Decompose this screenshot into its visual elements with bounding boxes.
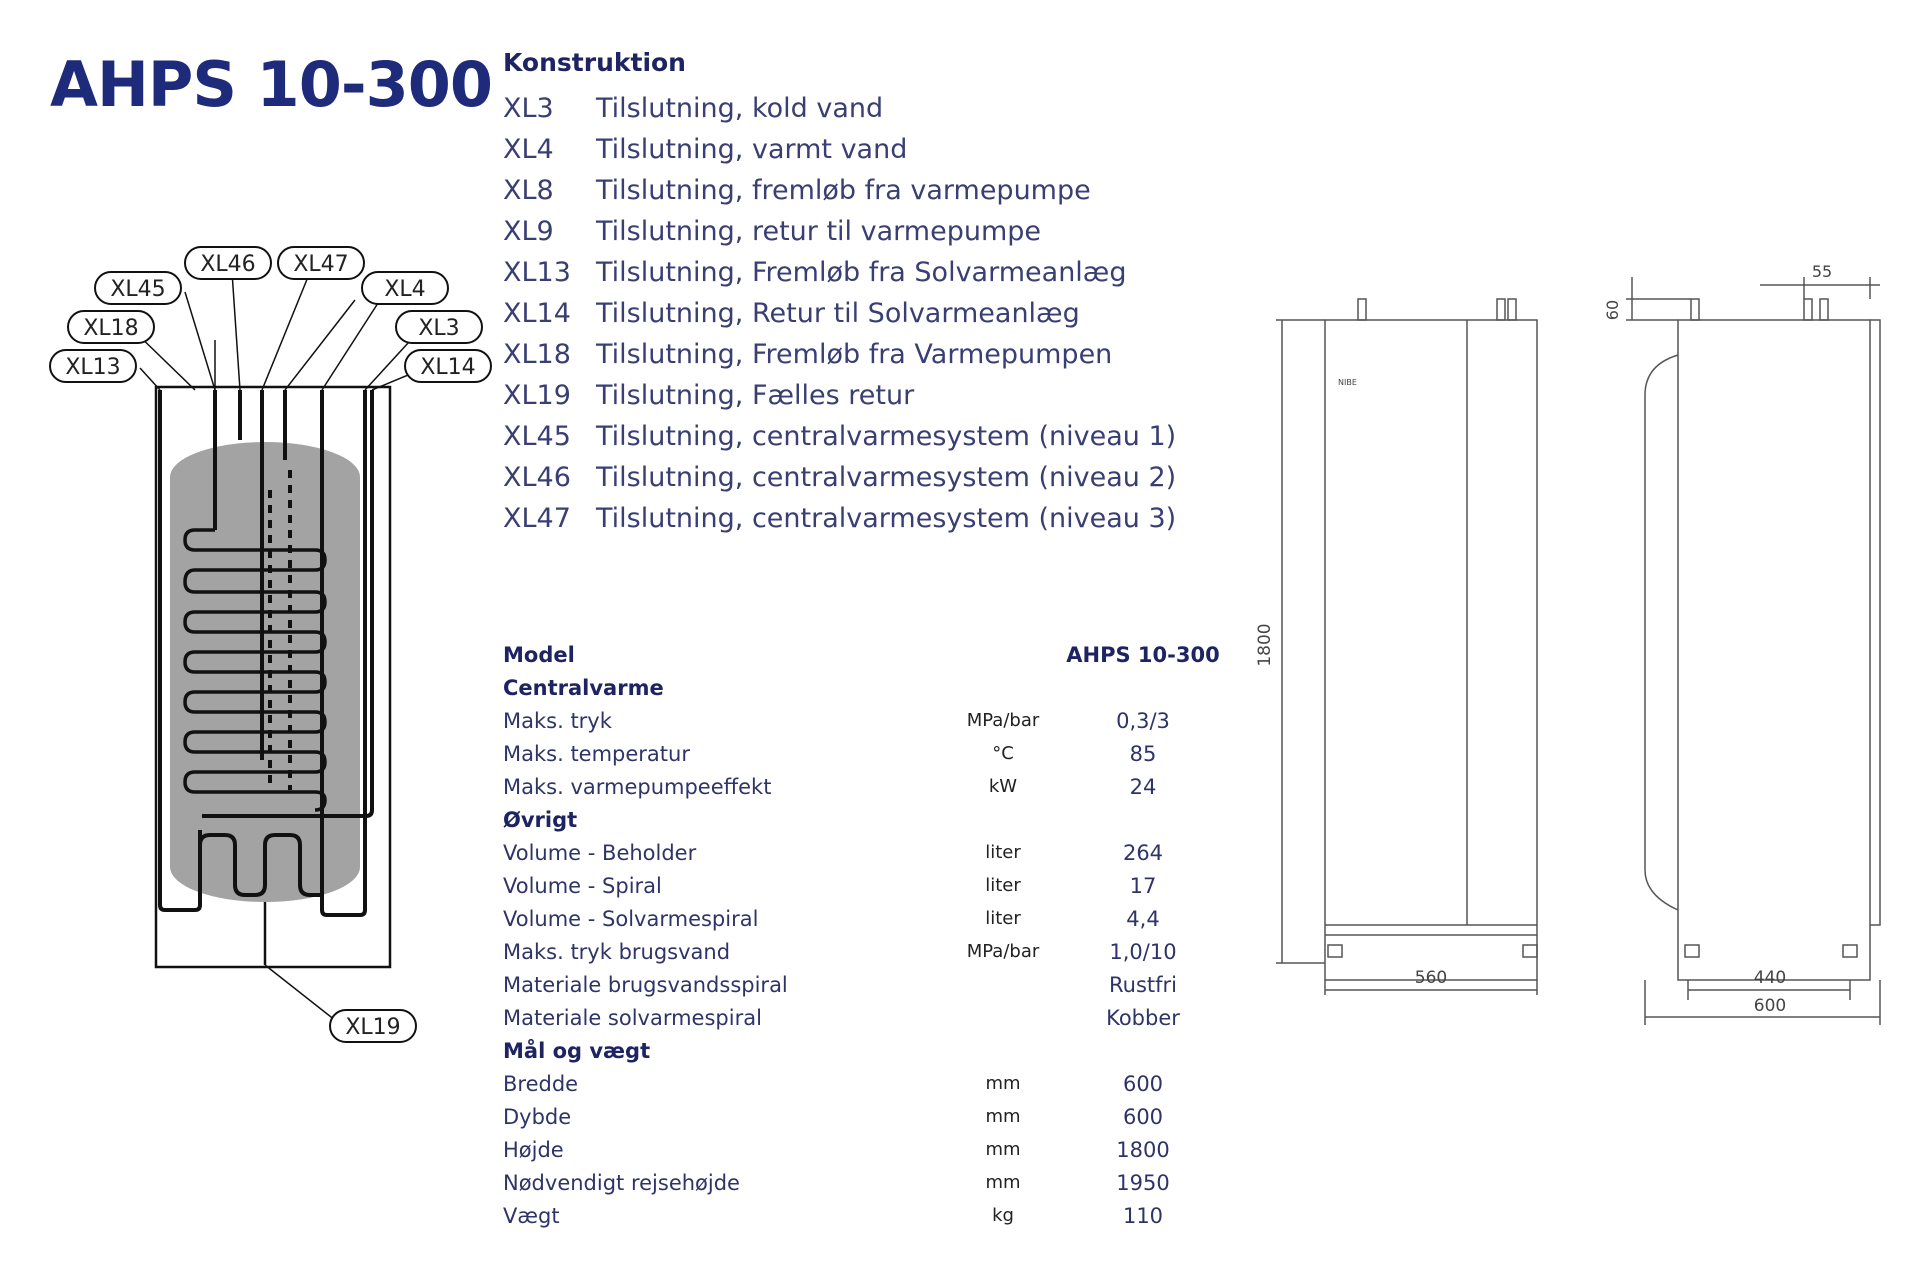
legend-code: XL46 [503, 462, 571, 493]
tank-schematic [0, 220, 500, 1060]
spec-row: Materiale solvarmespiral Kobber [503, 1005, 1180, 1030]
legend-text: Tilslutning, Fremløb fra Solvarmeanlæg [596, 257, 1127, 288]
legend-item [503, 498, 1176, 539]
legend-text: Tilslutning, Retur til Solvarmeanlæg [596, 298, 1080, 329]
front-view [1276, 299, 1537, 995]
legend-item [503, 334, 1176, 375]
spec-header-value: AHPS 10-300 [1066, 642, 1220, 667]
spec-section-title: Mål og vægt [503, 1038, 651, 1063]
legend-item [503, 457, 1176, 498]
legend-text: Tilslutning, retur til varmepumpe [596, 216, 1041, 247]
legend-code: XL47 [503, 503, 571, 534]
legend-item [503, 375, 1176, 416]
brand-mark: NIBE [1338, 378, 1357, 387]
spec-row: Volume - Beholder liter 264 [503, 840, 1164, 865]
spec-header-label: Model [503, 642, 575, 667]
spec-row: Højde mm 1800 [503, 1137, 1170, 1162]
dim-side-outer: 600 [1753, 996, 1787, 1016]
spec-header-row [503, 638, 1223, 671]
svg-text:XL4: XL4 [384, 277, 426, 302]
legend-code: XL9 [503, 216, 554, 247]
legend-code: XL19 [503, 380, 571, 411]
legend-text: Tilslutning, fremløb fra varmepumpe [596, 175, 1091, 206]
tank-label-xl45 [95, 272, 181, 304]
dimension-drawing [1240, 255, 1900, 1035]
side-view [1626, 277, 1880, 1025]
legend-item [503, 88, 1176, 129]
spec-row: Materiale brugsvandsspiral Rustfri [503, 972, 1177, 997]
svg-text:XL46: XL46 [200, 252, 256, 277]
dim-top-offset: 60 [1603, 299, 1622, 321]
legend-code: XL4 [503, 134, 554, 165]
spec-row: Maks. temperatur °C 85 [503, 741, 1157, 766]
spec-row: Maks. varmepumpeeffekt kW 24 [503, 774, 1157, 799]
svg-text:XL14: XL14 [420, 355, 476, 380]
spec-row: Maks. tryk MPa/bar 0,3/3 [503, 708, 1170, 733]
tank-label-xl3 [396, 311, 482, 343]
svg-text:XL19: XL19 [345, 1015, 401, 1040]
legend-text: Tilslutning, centralvarmesystem (niveau 3) [596, 503, 1177, 534]
legend-code: XL8 [503, 175, 554, 206]
legend-code: XL3 [503, 93, 554, 124]
spec-row: Vægt kg 110 [503, 1203, 1164, 1228]
dim-side-inner: 440 [1753, 968, 1787, 988]
legend-item [503, 211, 1176, 252]
legend-item [503, 416, 1176, 457]
svg-text:XL47: XL47 [293, 252, 349, 277]
legend-item [503, 170, 1176, 211]
tank-label-xl47 [278, 247, 364, 279]
dim-pipe-spacing: 55 [1811, 262, 1833, 281]
legend-code: XL18 [503, 339, 571, 370]
legend-item [503, 293, 1176, 334]
spec-row: Dybde mm 600 [503, 1104, 1164, 1129]
tank-label-xl46 [185, 247, 271, 279]
legend-text: Tilslutning, varmt vand [596, 134, 908, 165]
spec-table [503, 638, 1223, 1232]
svg-text:XL3: XL3 [418, 316, 460, 341]
connection-legend [503, 88, 1176, 539]
konstruktion-heading: Konstruktion [503, 48, 686, 77]
spec-section-title: Centralvarme [503, 675, 664, 700]
legend-code: XL13 [503, 257, 571, 288]
legend-text: Tilslutning, centralvarmesystem (niveau 1) [596, 421, 1177, 452]
spec-section-title: Øvrigt [503, 807, 578, 832]
svg-text:XL45: XL45 [110, 277, 166, 302]
spec-row: Volume - Solvarmespiral liter 4,4 [503, 906, 1160, 931]
legend-text: Tilslutning, kold vand [596, 93, 884, 124]
tank-label-xl13 [50, 350, 136, 382]
legend-item [503, 252, 1176, 293]
page-title: AHPS 10-300 [50, 48, 492, 121]
tank-label-xl14 [405, 350, 491, 382]
tank-label-xl19 [330, 1010, 416, 1042]
legend-code: XL14 [503, 298, 571, 329]
svg-text:XL18: XL18 [83, 316, 139, 341]
legend-text: Tilslutning, Fælles retur [596, 380, 915, 411]
dim-height: 1800 [1255, 623, 1275, 667]
tank-label-xl4 [362, 272, 448, 304]
svg-text:XL13: XL13 [65, 355, 121, 380]
legend-code: XL45 [503, 421, 571, 452]
legend-text: Tilslutning, Fremløb fra Varmepumpen [596, 339, 1113, 370]
tank-label-xl18 [68, 311, 154, 343]
legend-item [503, 129, 1176, 170]
spec-row: Maks. tryk brugsvand MPa/bar 1,0/10 [503, 939, 1177, 964]
legend-text: Tilslutning, centralvarmesystem (niveau 2) [596, 462, 1177, 493]
dim-front-width: 560 [1414, 968, 1448, 988]
spec-row: Bredde mm 600 [503, 1071, 1164, 1096]
spec-row: Nødvendigt rejsehøjde mm 1950 [503, 1170, 1170, 1195]
spec-row: Volume - Spiral liter 17 [503, 873, 1157, 898]
